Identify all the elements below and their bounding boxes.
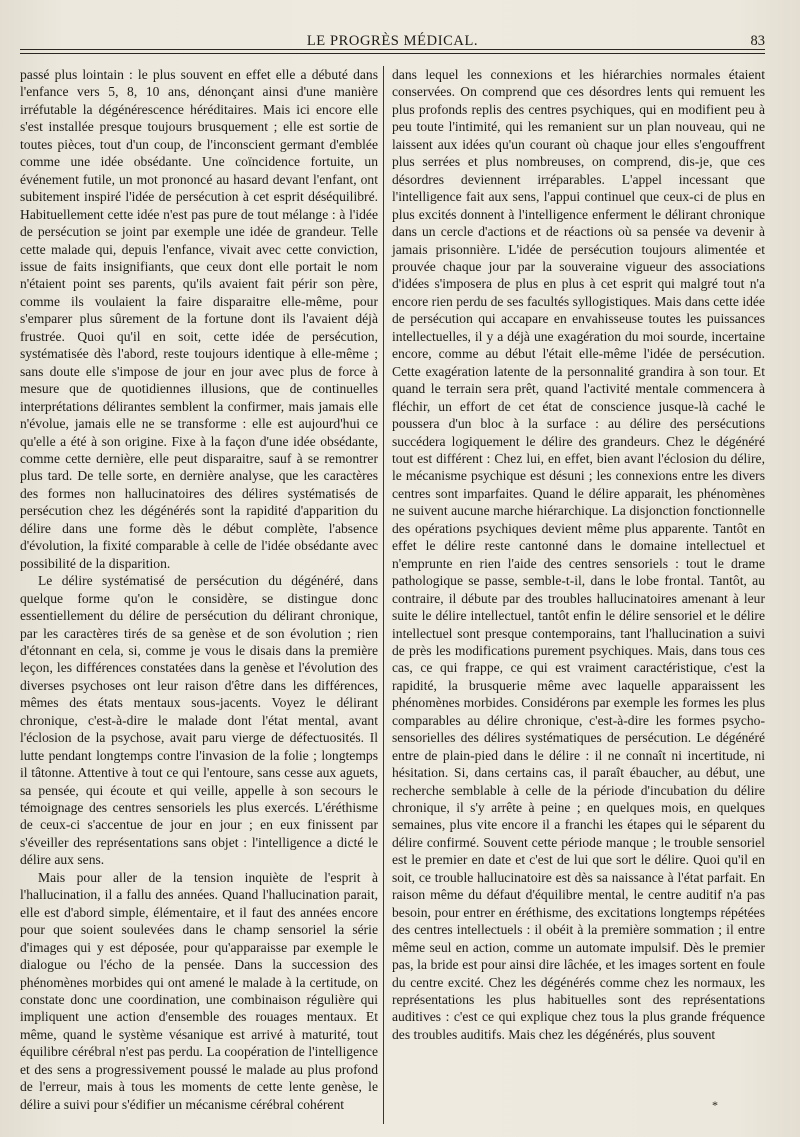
left-paragraph-1: passé plus lointain : le plus souvent en effet elle a débuté dans l'enfance vers 5, 8, 10 ans, dénonçant ainsi d'une manière irréfutable la dégénérescence héréditaires. Mais ici encore elle s'est installée presque toujours brusquement ; elle est sortie de toutes pièces, tout d'un coup, de l'inconscient germant d'emblée comme une idée obsédante. Une coïncidence fortuite, un événement futile, un mot prononcé au hasard devant l'enfant, ont subitement inspiré l'idée de persécution à cet esprit déséquilibré. Habituellement cette idée n'est pas pure de tout mélange : à l'idée de persécution se joint par exemple une idée de grandeur. Telle cette malade qui, depuis l'enfance, vivait avec cette conviction, issue de faits insignifiants, que ceux dont elle portait le nom n'étaient point ses parents, qu'ils avaient fait périr son père, comme ils voulaient la faire disparaitre elle-même, pour s'emparer plus sûrement de la fortune dont ils l'avaient déjà frustrée. Quoi qu'il en soit, cette idée de persécution, systématisée dès l'abord, reste toujours identique à elle-même ; sans doute elle s'impose de jour en jour avec plus de force à mesure que de quotidiennes illusions, que de continuelles interprétations délirantes semblent la confirmer, mais jamais elle n'évolue, jamais elle ne se transforme : elle est aujourd'hui ce qu'elle a été à son origine. Fixe à la façon d'une idée obsédante, comme cette dernière, elle peut disparaitre, sauf à se remontrer plus tard. De telle sorte, en dernière analyse, que les caractères des formes non hallucinatoires des délires systématisés de persécution chez les dégénérés sont la rapidité d'apparition du délire dans une forme dès le début complète, l'absence d'évolution, la fixité comparable à celle de l'idée obsédante avec possibilité de la disparition. <box>20 67 378 571</box>
left-paragraph-2: Le délire systématisé de persécution du dégénéré, dans quelque forme qu'on le considère, se distingue donc essentiellement du délire de persécution du délirant chronique, par les caractères tirés de sa genèse et de son évolution ; rien d'étonnant en cela, si, comme je vous le disais dans la première leçon, les différences constatées dans la genèse et l'évolution des diverses psychoses ont leur raison d'être dans les différences, mêmes des états mentaux sous-jacents. Voyez le délirant chronique, c'est-à-dire le malade dont l'état mental, avant l'éclosion de la psychose, avait paru vierge de défectuosités. Il lutte pendant longtemps contre l'invasion de la folie ; longtemps il tâtonne. Attentive à tout ce qui l'entoure, sans cesse aux aguets, sa pensée, qui écoute et qui veille, appelle à son secours le témoignage des centres sensoriels les plus exercés. L'éréthisme de ceux-ci s'accentue de jour en jour ; en eux finissent par s'éveiller des représentations sans objet : l'intelligence a dicté le délire aux sens. <box>20 573 378 868</box>
column-divider <box>383 66 384 1124</box>
header-rule-thin <box>20 53 765 54</box>
right-column <box>392 66 765 1043</box>
page-number: 83 <box>750 33 765 49</box>
right-paragraph-1: dans lequel les connexions et les hiérarchies normales étaient conservées. On comprend que ces désordres lents qui remuent les plus profonds replis des centres psychiques, qui en modifient peu à peu toute l'intimité, qui les remanient sur un plan nouveau, qui ne laissent aux idées qu'un courant où chaque jour elles s'engouffrent plus serrées et plus nombreuses, on comprend, dis-je, que ces désordres deviennent irréparables. L'appel incessant que l'intelligence fait aux sens, l'appui continuel que ceux-ci de plus en plus excités donnent à l'intelligence enferment le délirant chronique dans un cercle d'actions et de réactions où sa pensée va devenir à jamais prisonnière. L'idée de persécution toujours alimentée et prouvée chaque jour par la souveraine vigueur des associations d'idées s'imposera de plus en plus à cet esprit qui malgré tout n'a encore rien perdu de ses facultés syllogistiques. Mais dans cette idée de persécution qui accapare en envahisseuse toutes les puissances intellectuelles, il y a déjà une exagération du moi sourde, incertaine encore, comme au début l'était elle-même l'idée de persécution. Cette exagération latente de la personnalité grandira à son tour. Et quand le terrain sera prêt, quand l'activité mentale commencera à fléchir, un effort de cet état de conscience jusque-là caché le poussera d'un bloc à la surface : au délire des persécutions succédera logiquement le délire des grandeurs. Chez le dégénéré tout est différent : Chez lui, en effet, bien avant l'éclosion du délire, le mécanisme psychique est désuni ; les connexions entre les divers centres sont imparfaites. Quand le délire apparait, les phénomènes ne suivent aucune marche hiérarchique. La disjonction fonctionnelle des opérations psychiques devient même plus apparente. Tantôt en effet le délire reste cantonné dans le domaine intellectuel et n'emprunte en rien l'aide des centres sensoriels : tout le drame pathologique se passe, semble-t-il, dans le lobe frontal. Tantôt, au contraire, il débute par des troubles hallucinatoires amenant à leur suite le délire intellectuel, tantôt enfin le délire sensoriel et le délire intellectuel sont presque contemporains, tant l'hallucination a suivi de près les modifications purement psychiques. Mais, dans tous ces cas, ce qui frappe, ce qui est vraiment caractéristique, c'est la rapidité, la brusquerie même avec laquelle apparaissent les phénomènes morbides. Considérons par exemple les formes les plus comparables au délire chronique, c'est-à-dire les formes psycho-sensorielles des délires systématiques de persécution. Le dégénéré entre de plain-pied dans le délire : il ne connaît ni incertitude, ni hésitation. Si, dans certains cas, il paraît ébaucher, au début, une recherche semblable à celle de la période d'incubation du délire chronique, il s'y arrête à peine ; en quelques mois, en quelques semaines, plus vite encore il a franchi les étapes qui le séparent du délire confirmé. Souvent cette période manque ; le trouble sensoriel est le premier en date et c'est de lui que sort le délire. Quoi qu'il en soit, ce trouble hallucinatoire est dès sa naissance à l'état parfait. En raison même du défaut d'équilibre mental, le centre auditif n'a pas besoin, pour entrer en éréthisme, des excitations longtemps répétées des centres intellectuels : il obéit à la première sommation ; il entre même seul en action, comme un automate impulsif. Dès le premier pas, la bride est pour ainsi dire lâchée, et les images sortent en foule du centre excité. Chez les dégénérés comme chez les normaux, les représentations les plus habituelles sont des représentations auditives : c'est ce qui explique chez tous la plus grande fréquence des troubles auditifs. Mais chez les dégénérés, plus souvent <box>392 67 765 1042</box>
left-paragraph-3: Mais pour aller de la tension inquiète de l'esprit à l'hallucination, il a fallu des années. Quand l'hallucination parait, elle est d'abord simple, élémentaire, et il faut des années encore pour que soient soulevées dans le champ sensoriel la série d'images qui y est déposée, pour qu'apparaisse par exemple le dialogue ou l'écho de la pensée. Dans la succession des phénomènes morbides qui ont amené le malade à la certitude, on constate donc une coordination, une combinaison régulière qui impliquent une action d'ensemble des rouages mentaux. Et même, quand le système vésanique est arrivé à maturité, tout équilibre cérébral n'est pas perdu. La coopération de l'intelligence et des sens a progressivement poussé le malade au plus profond de l'erreur, mais à tous les moments de cette lente genèse, le délire a suivi pour s'édifier un mécanisme cérébral cohérent <box>20 869 378 1112</box>
header-rule-thick <box>20 49 765 50</box>
left-column <box>20 66 378 1113</box>
journal-title: LE PROGRÈS MÉDICAL. <box>306 33 479 49</box>
footer-mark: * <box>712 1098 718 1112</box>
